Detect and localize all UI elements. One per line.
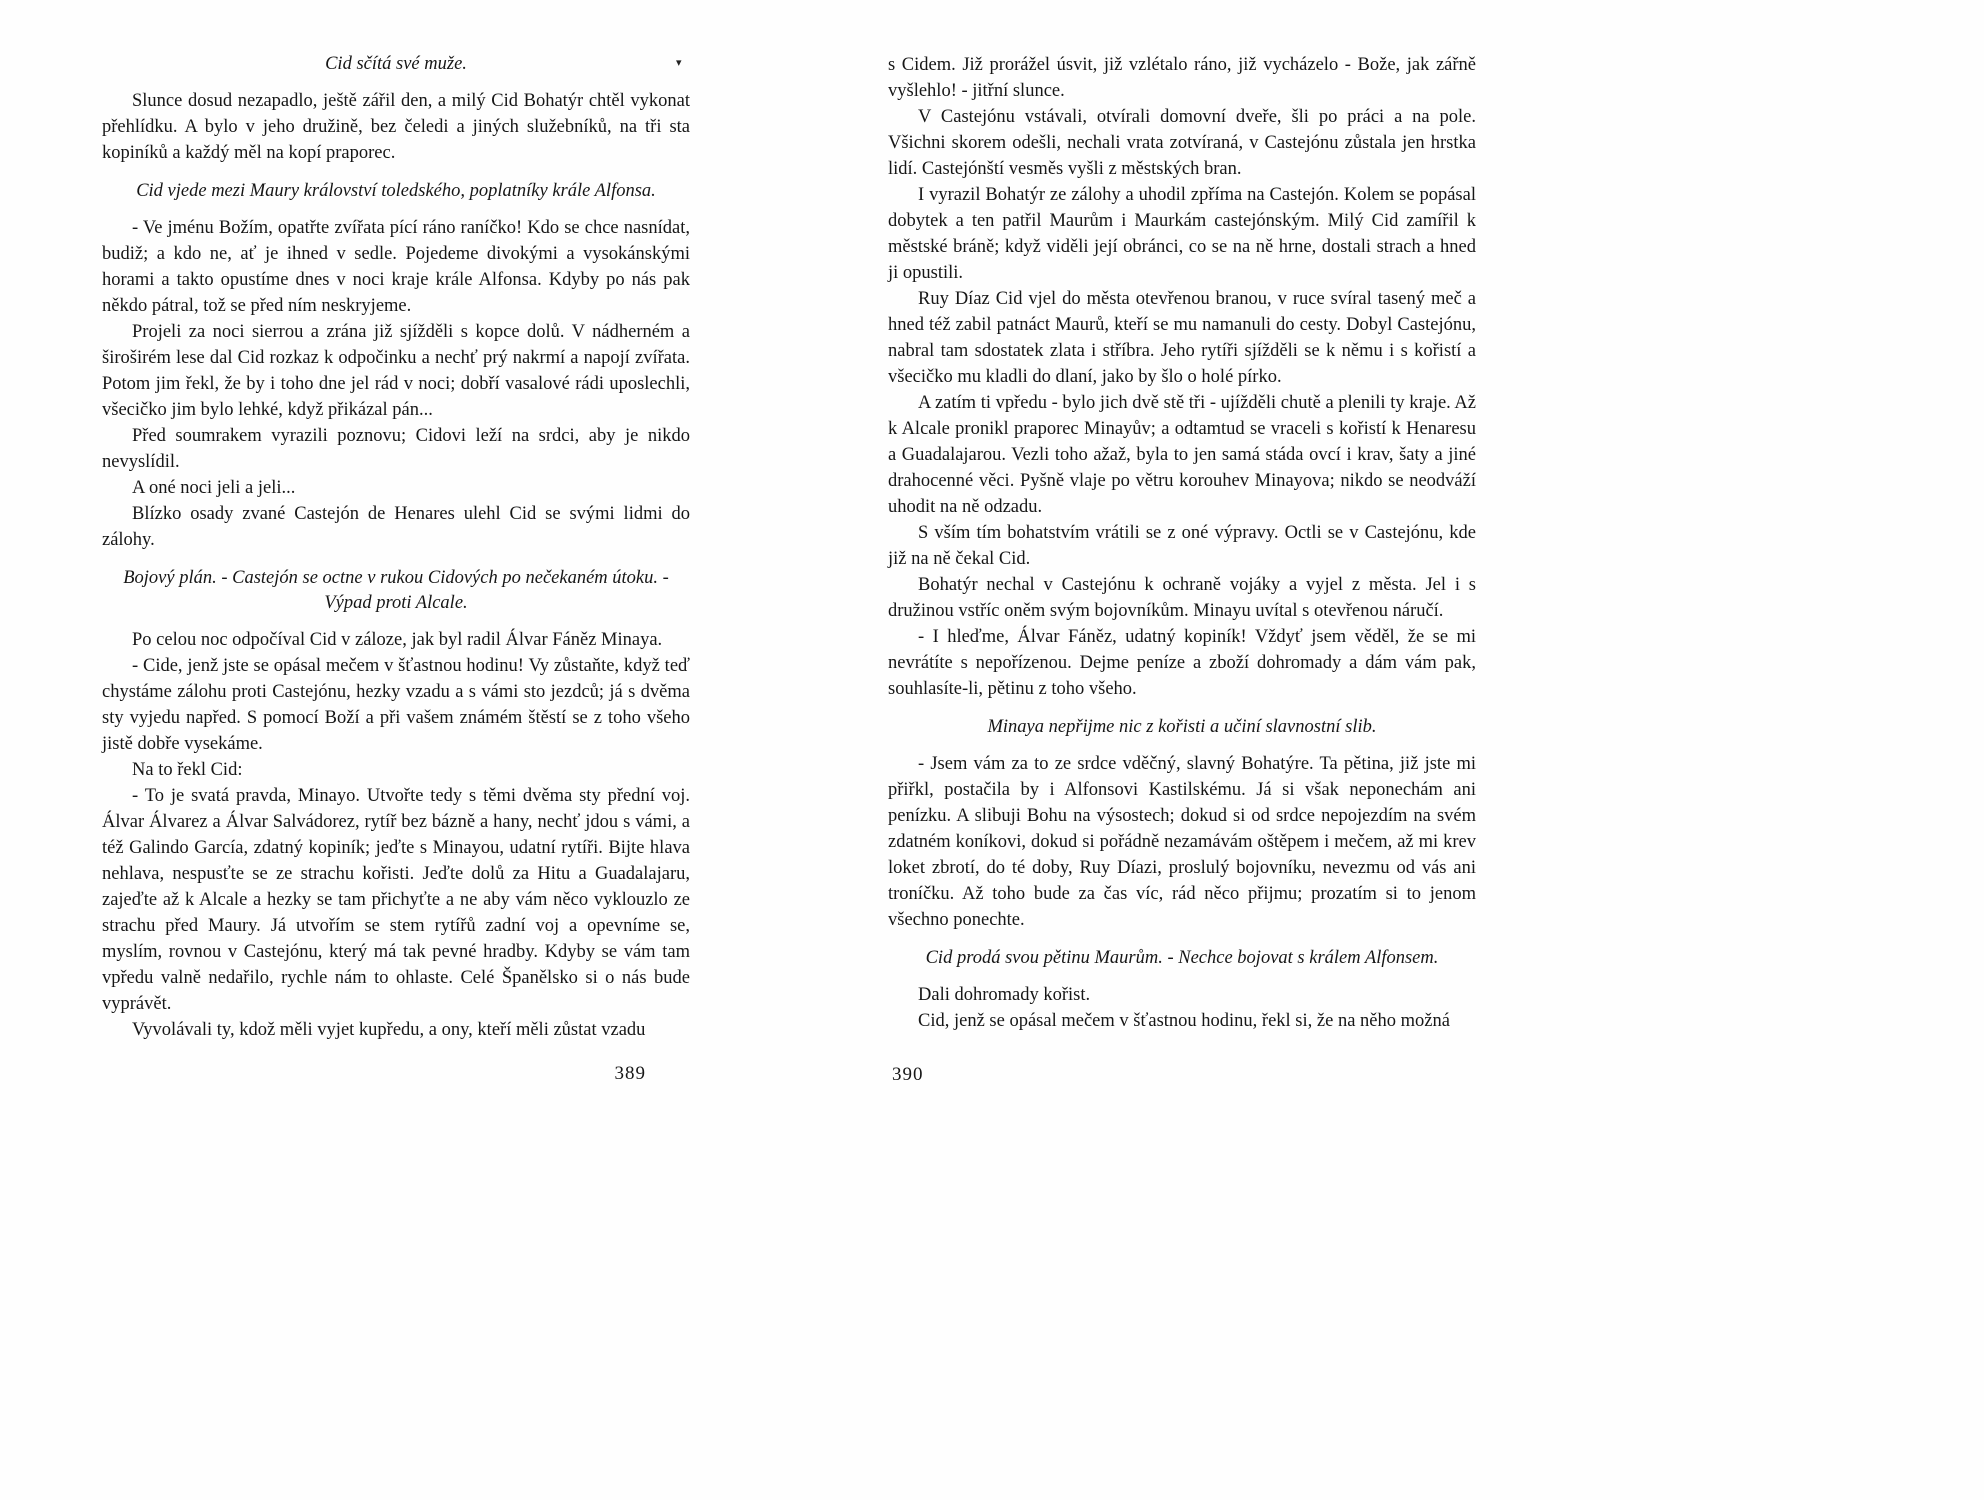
paragraph: Cid, jenž se opásal mečem v šťastnou hodinu, řekl si, že na něho možná [918,1011,1450,1031]
paragraph: - I hleďme, Álvar Fáněz, udatný kopiník! Vždyť jsem věděl, že se mi nevrátíte s nepořízenou. Dejme peníze a zboží dohromady a dám vám pak, souhlasíte-li, pětinu z toho všeho. [888,627,1476,699]
paragraph: - Ve jménu Božím, opatřte zvířata pící ráno raníčko! Kdo se chce nasnídat, budiž; a kdo ne, ať je ihned v sedle. Pojedeme divokými a vysokánskými horami a takto opustíme dnes v noci kraje krále Alfonsa. Kdyby po nás pak někdo pátral, tož se před ním neskryjeme. [102,218,690,316]
paragraph: Na to řekl Cid: [132,760,243,780]
section-heading-minaya-neprijme: Minaya nepřijme nic z kořisti a učiní slavnostní slib. [987,717,1377,737]
paragraph: - To je svatá pravda, Minayo. Utvořte tedy s těmi dvěma sty přední voj. Álvar Álvarez a Álvar Salvádorez, rytíř bez bázně a hany, nechť jdou s vámi, a též Galindo García, zdatný kopiník; jeďte s Minayou, udatní rytíři. Bijte hlava nehlava, nespusťte se ze strachu kořisti. Jeďte dolů za Hitu a Guadalajaru, zajeďte až k Alcale a hezky se tam přichyťte a ne aby vám něco vyklouzlo ze strachu před Maury. Já utvořím se stem rytířů zadní voj a opevníme se, myslím, rovnou v Castejónu, který má tak pevné hradby. Kdyby se vám tam vpředu valně nedařilo, rychle nám to ohlaste. Celé Španělsko si o nás bude vyprávět. [102,786,690,1014]
paragraph: S vším tím bohatstvím vrátili se z oné výpravy. Octli se v Castejónu, kde již na ně čekal Cid. [888,523,1476,569]
paragraph-continuation: s Cidem. Již prorážel úsvit, již vzlétalo ráno, již vycházelo - Bože, jak zářně vyšlehlo! - jitřní slunce. [888,55,1476,101]
paragraph: Před soumrakem vyrazili poznovu; Cidovi leží na srdci, aby je nikdo nevyslídil. [102,426,690,472]
page-number-right: 390 [892,1064,924,1085]
paragraph: A oné noci jeli a jeli... [132,478,296,498]
left-page [102,52,690,1087]
paragraph: Projeli za noci sierrou a zrána již sjížděli s kopce dolů. V nádherném a široširém lese dal Cid rozkaz k odpočinku a nechť prý nakrmí a napojí zvířata. Potom jim řekl, že by i toho dne jel rád v noci; dobří vasalové rádi uposlechli, všecičko jim bylo lehké, když přikázal pán... [102,322,690,420]
paragraph: V Castejónu vstávali, otvírali domovní dveře, šli po práci a na pole. Všichni skorem odešli, nechali vrata zotvíraná, v Castejónu zůstala jen hrstka lidí. Castejónští vesměs vyšli z městských bran. [888,107,1476,179]
section-heading-cid-proda: Cid prodá svou pětinu Maurům. - Nechce bojovat s králem Alfonsem. [925,948,1439,968]
paragraph: Po celou noc odpočíval Cid v záloze, jak byl radil Álvar Fáněz Minaya. [132,630,663,650]
paragraph: - Jsem vám za to ze srdce vděčný, slavný Bohatýre. Ta pětina, již jste mi přiřkl, postačila by i Alfonsovi Kastilskému. Já si však neponechám ani penízku. A slibuji Bohu na výsostech; dokud si od srdce nepojezdím na svém zdatném koníkovi, dokud si pořádně nezamávám oštěpem i mečem, až mi krev loket zbrotí, do té doby, Ruy Díazi, proslulý bojovníku, nevezmu od vás ani troníčku. Až toho bude za čas víc, rád něco přijmu; prozatím si to jenom všechno ponechte. [888,754,1476,930]
paragraph: Ruy Díaz Cid vjel do města otevřenou branou, v ruce svíral tasený meč a hned též zabil patnáct Maurů, kteří se mu namanuli do cesty. Dobyl Castejónu, nabral tam sdostatek zlata i stříbra. Jeho rytíři sjížděli se k němu i s kořistí a všecičko mu kladli do dlaní, jako by šlo o holé pírko. [888,289,1476,387]
paragraph: Blízko osady zvané Castejón de Henares ulehl Cid se svými lidmi do zálohy. [102,504,690,550]
paragraph: A zatím ti vpředu - bylo jich dvě stě tři - ujížděli chutě a plenili ty kraje. Až k Alcale pronikl praporec Minayův; a odtamtud se vraceli s kořistí k Henaresu a Guadalajarou. Vezli toho ažaž, byla to jen samá stáda ovcí i krav, šaty a jiné drahocenné věci. Pyšně vlaje po větru korouhev Minayova; nikdo se neodváží uhodit na ně odzadu. [888,393,1476,517]
paragraph: - Cide, jenž jste se opásal mečem v šťastnou hodinu! Vy zůstaňte, když teď chystáme zálohu proti Castejónu, hezky vzadu a s vámi sto jezdců; já s dvěma sty vyjedu napřed. S pomocí Boží a při vašem známém štěstí se z toho všeho jistě dobře vysekáme. [102,656,690,754]
paragraph: Slunce dosud nezapadlo, ještě zářil den, a milý Cid Bohatýr chtěl vykonat přehlídku. A bylo v jeho družině, bez čeledi a jiných služebníků, na tři sta kopiníků a každý měl na kopí praporec. [102,91,690,163]
section-heading-cid-vjede: Cid vjede mezi Maury království toledského, poplatníky krále Alfonsa. [136,181,656,201]
section-heading-cid-scita: Cid sčítá své muže. [325,54,467,74]
paragraph: Bohatýr nechal v Castejónu k ochraně vojáky a vyjel z města. Jel i s družinou vstříc oněm svým bojovníkům. Minayu uvítal s otevřenou náručí. [888,575,1476,621]
paragraph: Vyvolávali ty, kdož měli vyjet kupředu, a ony, kteří měli zůstat vzadu [132,1020,646,1040]
right-page [888,52,1476,1088]
page-number-left: 389 [614,1063,646,1084]
ink-speck-mark: ▾ [676,57,682,69]
section-heading-bojovy-plan: Bojový plán. - Castejón se octne v rukou Cidových po nečekaném útoku. - Výpad proti Alcale. [123,568,669,613]
paragraph: Dali dohromady kořist. [918,985,1091,1005]
paragraph: I vyrazil Bohatýr ze zálohy a uhodil zpříma na Castejón. Kolem se popásal dobytek a ten patřil Maurům i Maurkám castejónským. Milý Cid zamířil k městské bráně; když viděli její obránci, co se na ně hrne, dostali strach a hned ji opustili. [888,185,1476,283]
